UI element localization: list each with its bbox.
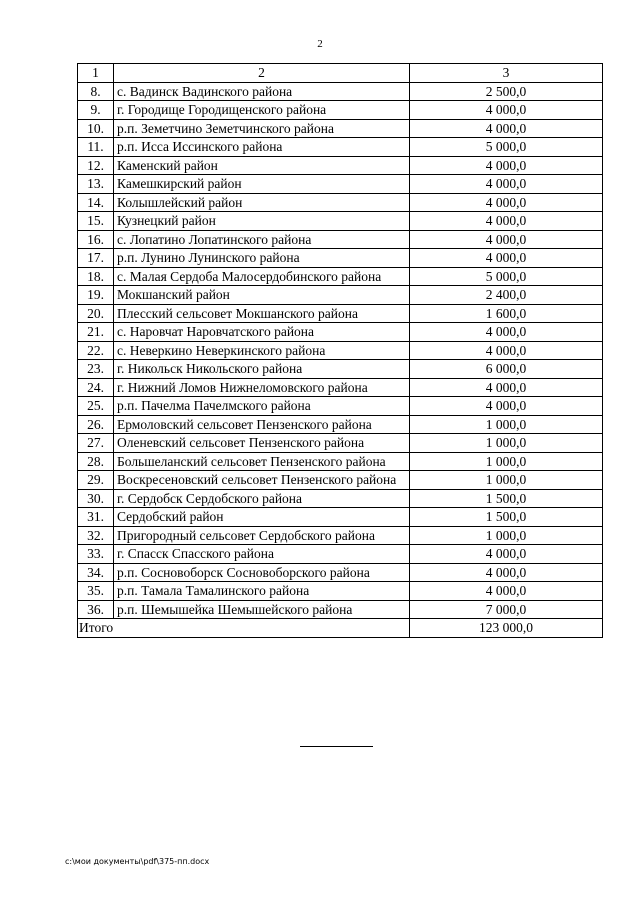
table-row bbox=[78, 304, 603, 323]
row-amount: 4 000,0 bbox=[410, 582, 603, 601]
total-label: Итого bbox=[78, 619, 410, 638]
row-name: с. Вадинск Вадинского района bbox=[114, 82, 410, 101]
row-name: р.п. Пачелма Пачелмского района bbox=[114, 397, 410, 416]
row-name: Воскресеновский сельсовет Пензенского района bbox=[114, 471, 410, 490]
header-col-2: 2 bbox=[114, 64, 410, 83]
table-row bbox=[78, 230, 603, 249]
file-path-footer: c:\мои документы\pdf\375-пп.docx bbox=[65, 857, 210, 866]
row-number: 16. bbox=[78, 230, 114, 249]
table-row bbox=[78, 526, 603, 545]
table-row bbox=[78, 434, 603, 453]
row-number: 11. bbox=[78, 138, 114, 157]
table-row bbox=[78, 138, 603, 157]
table-row bbox=[78, 415, 603, 434]
row-amount: 1 000,0 bbox=[410, 526, 603, 545]
row-number: 23. bbox=[78, 360, 114, 379]
row-name: р.п. Лунино Лунинского района bbox=[114, 249, 410, 268]
row-name: с. Наровчат Наровчатского района bbox=[114, 323, 410, 342]
row-amount: 1 500,0 bbox=[410, 508, 603, 527]
row-amount: 4 000,0 bbox=[410, 545, 603, 564]
row-name: с. Малая Сердоба Малосердобинского района bbox=[114, 267, 410, 286]
row-amount: 4 000,0 bbox=[410, 341, 603, 360]
allocation-table-body bbox=[78, 64, 603, 638]
row-amount: 5 000,0 bbox=[410, 138, 603, 157]
row-amount: 1 000,0 bbox=[410, 471, 603, 490]
table-row bbox=[78, 508, 603, 527]
row-amount: 4 000,0 bbox=[410, 230, 603, 249]
table-row bbox=[78, 323, 603, 342]
row-name: Мокшанский район bbox=[114, 286, 410, 305]
table-row bbox=[78, 82, 603, 101]
row-amount: 4 000,0 bbox=[410, 563, 603, 582]
row-number: 30. bbox=[78, 489, 114, 508]
row-number: 17. bbox=[78, 249, 114, 268]
row-amount: 4 000,0 bbox=[410, 323, 603, 342]
row-number: 34. bbox=[78, 563, 114, 582]
row-number: 19. bbox=[78, 286, 114, 305]
header-col-3: 3 bbox=[410, 64, 603, 83]
row-name: Оленевский сельсовет Пензенского района bbox=[114, 434, 410, 453]
row-number: 36. bbox=[78, 600, 114, 619]
row-number: 8. bbox=[78, 82, 114, 101]
row-name: р.п. Шемышейка Шемышейского района bbox=[114, 600, 410, 619]
table-row bbox=[78, 397, 603, 416]
row-number: 35. bbox=[78, 582, 114, 601]
row-amount: 5 000,0 bbox=[410, 267, 603, 286]
row-amount: 4 000,0 bbox=[410, 378, 603, 397]
row-amount: 4 000,0 bbox=[410, 156, 603, 175]
row-amount: 1 000,0 bbox=[410, 434, 603, 453]
row-amount: 2 500,0 bbox=[410, 82, 603, 101]
row-number: 33. bbox=[78, 545, 114, 564]
table-row bbox=[78, 545, 603, 564]
row-name: г. Городище Городищенского района bbox=[114, 101, 410, 120]
row-number: 22. bbox=[78, 341, 114, 360]
row-number: 31. bbox=[78, 508, 114, 527]
row-name: с. Неверкино Неверкинского района bbox=[114, 341, 410, 360]
row-name: г. Никольск Никольского района bbox=[114, 360, 410, 379]
page-number: 2 bbox=[317, 38, 323, 50]
row-number: 9. bbox=[78, 101, 114, 120]
row-name: Каменский район bbox=[114, 156, 410, 175]
end-rule bbox=[300, 746, 373, 747]
row-amount: 4 000,0 bbox=[410, 119, 603, 138]
row-amount: 4 000,0 bbox=[410, 249, 603, 268]
row-number: 29. bbox=[78, 471, 114, 490]
total-row bbox=[78, 619, 603, 638]
row-number: 18. bbox=[78, 267, 114, 286]
row-name: Камешкирский район bbox=[114, 175, 410, 194]
table-row bbox=[78, 286, 603, 305]
row-name: Большеланский сельсовет Пензенского района bbox=[114, 452, 410, 471]
row-name: Сердобский район bbox=[114, 508, 410, 527]
table-row bbox=[78, 175, 603, 194]
row-amount: 4 000,0 bbox=[410, 193, 603, 212]
row-name: Кузнецкий район bbox=[114, 212, 410, 231]
table-row bbox=[78, 212, 603, 231]
row-number: 32. bbox=[78, 526, 114, 545]
table-header-row bbox=[78, 64, 603, 83]
row-number: 28. bbox=[78, 452, 114, 471]
row-name: р.п. Земетчино Земетчинского района bbox=[114, 119, 410, 138]
table-row bbox=[78, 582, 603, 601]
table-row bbox=[78, 101, 603, 120]
row-name: г. Сердобск Сердобского района bbox=[114, 489, 410, 508]
table-row bbox=[78, 600, 603, 619]
table-row bbox=[78, 156, 603, 175]
row-amount: 7 000,0 bbox=[410, 600, 603, 619]
row-name: Плесский сельсовет Мокшанского района bbox=[114, 304, 410, 323]
row-number: 20. bbox=[78, 304, 114, 323]
row-number: 27. bbox=[78, 434, 114, 453]
table-row bbox=[78, 563, 603, 582]
row-name: Колышлейский район bbox=[114, 193, 410, 212]
row-number: 10. bbox=[78, 119, 114, 138]
row-amount: 2 400,0 bbox=[410, 286, 603, 305]
row-amount: 1 000,0 bbox=[410, 415, 603, 434]
total-amount: 123 000,0 bbox=[410, 619, 603, 638]
table-row bbox=[78, 249, 603, 268]
allocation-table bbox=[77, 63, 603, 638]
table-row bbox=[78, 193, 603, 212]
row-number: 13. bbox=[78, 175, 114, 194]
row-name: р.п. Тамала Тамалинского района bbox=[114, 582, 410, 601]
row-number: 26. bbox=[78, 415, 114, 434]
row-amount: 4 000,0 bbox=[410, 212, 603, 231]
row-number: 12. bbox=[78, 156, 114, 175]
table-row bbox=[78, 267, 603, 286]
row-amount: 6 000,0 bbox=[410, 360, 603, 379]
row-amount: 1 500,0 bbox=[410, 489, 603, 508]
row-name: р.п. Исса Иссинского района bbox=[114, 138, 410, 157]
row-name: г. Нижний Ломов Нижнеломовского района bbox=[114, 378, 410, 397]
row-number: 24. bbox=[78, 378, 114, 397]
row-name: Пригородный сельсовет Сердобского района bbox=[114, 526, 410, 545]
row-number: 14. bbox=[78, 193, 114, 212]
table-row bbox=[78, 378, 603, 397]
header-col-1: 1 bbox=[78, 64, 114, 83]
table-row bbox=[78, 119, 603, 138]
row-amount: 1 000,0 bbox=[410, 452, 603, 471]
row-number: 21. bbox=[78, 323, 114, 342]
table-row bbox=[78, 489, 603, 508]
row-name: Ермоловский сельсовет Пензенского района bbox=[114, 415, 410, 434]
row-amount: 4 000,0 bbox=[410, 397, 603, 416]
row-number: 15. bbox=[78, 212, 114, 231]
row-name: р.п. Сосновоборск Сосновоборского района bbox=[114, 563, 410, 582]
row-name: с. Лопатино Лопатинского района bbox=[114, 230, 410, 249]
table-row bbox=[78, 452, 603, 471]
table-row bbox=[78, 341, 603, 360]
row-name: г. Спасск Спасского района bbox=[114, 545, 410, 564]
row-amount: 1 600,0 bbox=[410, 304, 603, 323]
table-row bbox=[78, 471, 603, 490]
row-amount: 4 000,0 bbox=[410, 101, 603, 120]
table-row bbox=[78, 360, 603, 379]
row-amount: 4 000,0 bbox=[410, 175, 603, 194]
row-number: 25. bbox=[78, 397, 114, 416]
